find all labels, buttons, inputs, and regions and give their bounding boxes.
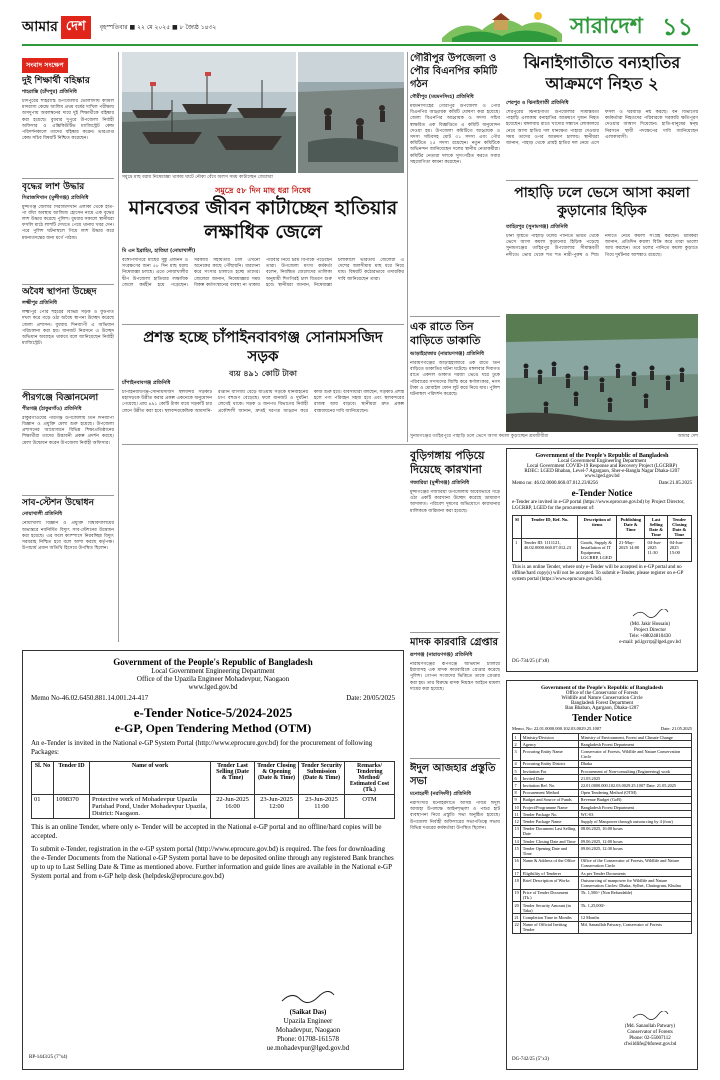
section-name: সারাদেশ [570, 14, 643, 39]
elephant-headline: ঝিনাইগাতীতে বন্যহাতির আক্রমণে নিহত ২ [523, 53, 681, 93]
drug-body: নারায়ণগঞ্জের রূপগঞ্জে অভিযান চালিয়ে ইয়াবাসহ এক মাদক কারবারিকে গ্রেপ্তার করেছে পুলিশ। গোপন সংবাদের ভিত্তিতে তাকে গ্রেপ্তার করা হয়। তার বিরুদ্ধে মাদক নিয়ন্ত্রণ আইনে মামলা দায়ের করা হয়েছে। [410, 662, 500, 692]
table-cell: 7 [513, 782, 521, 789]
table-row [513, 811, 692, 818]
brief-byline: পীরগঞ্জ (ঠাকুরগাঁও) প্রতিনিধি [22, 405, 82, 412]
ad-signature-block [223, 991, 393, 1053]
table-header: Description of items [578, 516, 616, 539]
main-photo-caption: সমুদ্রে মাছ ধরায় নিষেধাজ্ঞা থাকায় ঘাটে নৌকা বেঁধে অলস সময় কাটাচ্ছেন জেলেরা [122, 175, 273, 180]
brief-title: পীরগঞ্জে বিজ্ঞানমেলা [22, 392, 99, 403]
brief-body: লক্ষ্মীপুর পৌর শহরের বিভিন্ন সড়ক ও ফুটপাত দখল করে গড়ে ওঠা অবৈধ স্থাপনা উচ্ছেদ করেছে জেলা প্রশাসন। বুধবার দিনব্যাপী এ অভিযান পরিচালনা করা হয়। যানজট নিরসনে এ উচ্ছেদ অভিযান অব্যাহত থাকবে বলে জানিয়েছেন নির্বাহী ম্যাজিস্ট্রেট। [22, 310, 114, 347]
table-cell: 12 [514, 818, 519, 824]
table-header-row [32, 762, 395, 795]
table-header: Name of work [90, 762, 211, 795]
ad-title: Tender Notice [572, 713, 632, 724]
table-cell: Name & Address of the Office [521, 857, 579, 869]
eid-headline: ঈদুল আজহার প্রস্তুতি সভা [410, 763, 496, 787]
table-cell: Tk. 1,25,000/- [579, 902, 692, 914]
table-cell: 22 [513, 921, 521, 933]
table-row [513, 804, 692, 811]
road-byline: চাঁপাইনবাবগঞ্জ প্রতিনিধি [122, 380, 171, 386]
masthead-left: আমার [22, 19, 58, 35]
coal-caption-text: সুনামগঞ্জের তাহিরপুরে পাহাড়ি ঢলে ভেসে আসা কয়লা কুড়াচ্ছেন শ্রমজীবীরা [410, 434, 549, 439]
ad-signer: (Md. Sanaullah Patwary) [624, 1024, 676, 1029]
ad-office: Office of the Conservator of Forests [565, 691, 639, 696]
table-cell: 4 [513, 760, 521, 767]
table-cell: 04-Jun-2025 15:00 [667, 539, 691, 562]
ad-dept: Local Government Engineering Department [151, 667, 275, 675]
table-cell: 8 [513, 789, 521, 796]
brief-byline: নোয়াখালী প্রতিনিধি [22, 511, 63, 518]
table-cell: 11 [513, 811, 521, 818]
ad-date: Date: 20/05/2025 [346, 694, 395, 702]
table-row [513, 825, 692, 837]
table-cell: Invitation For [521, 768, 579, 775]
ad-date: Date:21.05.2025 [658, 481, 692, 486]
coal-river-image [506, 314, 698, 432]
brief-body: মুন্সীগঞ্জ জেলার সিরাজদিখান এলাকা থেকে হাত-পা বাঁধা অবস্থায় আজিজ হোসেন নামে এক বৃদ্ধের লাশ উদ্ধার করেছে পুলিশ। বুধবার সকালে স্থানীয়রা ফসলি মাঠে লাশটি দেখতে পেয়ে থানায় খবর দেন। পরে পুলিশ ঘটনাস্থলে গিয়ে লাশ উদ্ধার করে ময়নাতদন্তের জন্য মর্গে পাঠায়। [22, 204, 114, 241]
ad-dept2: Bangladesh Forest Department [571, 701, 633, 706]
main-story-body [122, 248, 404, 320]
main-kicker: সমুদ্রে ৫৮ দিন মাছ ধরা নিষেধ [215, 186, 311, 195]
karkhana-headline: বুড়িগঙ্গায় পড়িয়ে দিয়েছে কারখানা [410, 449, 485, 476]
table-cell: OTM [345, 795, 395, 819]
ad-gov-title: Government of the People's Republic of Bangladesh [535, 453, 669, 459]
table-cell: 23-Jun-2025 11:00 [299, 795, 345, 819]
naogaon-tender-table [31, 761, 395, 819]
table-cell: 14 [514, 838, 519, 844]
table-cell: 20 [513, 902, 521, 914]
table-cell: 19 [513, 889, 521, 901]
table-cell: 22-Jun-2025 16:00 [211, 795, 255, 819]
drug-story [410, 636, 500, 756]
handwritten-signature [630, 609, 670, 619]
ad-address: Ban Bhaban, Agargaon, Dhaka-1207 [565, 706, 639, 711]
table-cell: 01 [32, 795, 54, 819]
table-cell: 09.06.2025, 12:00 hours [579, 838, 692, 845]
main-byline: মি এন ইব্রাহিম, হাতিয়া (নোয়াখালী) [122, 248, 196, 254]
coal-photo-credit: আমার দেশ [677, 434, 698, 439]
table-row [513, 768, 692, 775]
table-cell: Protective work of Mohadevpur Upazila Parishad Pond, Under Mohadevpur Upazila, District: Naogaon. [90, 795, 211, 819]
table-header: Sl. No [32, 762, 54, 795]
main-body: বঙ্গোপসাগরে মাছের সুষ্ঠু প্রজনন ও সংরক্ষণের জন্য ৫৮ দিন মাছ ধরায় নিষেধাজ্ঞা চলছে। এতে নোয়াখালীর দ্বীপ উপজেলা হাতিয়ার লক্ষাধিক জেলে কর্মহীন হয়ে পড়েছেন। সরকারি সহায়তার চাল এখনো অনেকের কাছে পৌঁছায়নি। ধারদেনা করে সংসার চালাতে হচ্ছে তাদের। জেলেরা জানান, নিষেধাজ্ঞার সময় বিকল্প কর্মসংস্থানের ব্যবস্থা না থাকায় পরিবার নিয়ে চরম বিপাকে পড়েছেন তারা। উপজেলা মৎস্য কর্মকর্তা বলেন, নিবন্ধিত জেলেদের তালিকা অনুযায়ী শিগগিরই চাল বিতরণ শুরু হবে। স্থানীয়রা জানান, নিষেধাজ্ঞা চলাকালে ভারতীয় জেলেরা এ দেশের জলসীমায় মাছ ধরে নিয়ে যায়। বিষয়টি কঠোরভাবে তদারকির দাবি জানিয়েছেন তারা। [122, 258, 404, 288]
table-cell: Tender Package No. [521, 811, 579, 818]
table-cell: As per Tender Documents [579, 870, 692, 877]
table-cell: Project/Programme Name [521, 804, 579, 811]
robbery-story [410, 320, 500, 440]
ad-dept: Local Government Engineering Department [557, 459, 647, 464]
header-rule [22, 44, 698, 46]
gouripur-body: ময়মনসিংহের গৌরীপুর উপজেলা ও পৌর বিএনপির আহ্বায়ক কমিটি ঘোষণা করা হয়েছে। জেলা বিএনপির আহ্বায়ক ও সদস্য সচিব স্বাক্ষরিত এক বিজ্ঞপ্তিতে এ কমিটি অনুমোদন দেওয়া হয়। উপজেলা কমিটিতে আহ্বায়ক ও সদস্য সচিবসহ মোট ৩১ সদস্য এবং পৌর কমিটিতে ২৫ সদস্য রয়েছেন। নতুন কমিটিকে অভিনন্দন জানিয়েছেন দলের স্থানীয় নেতাকর্মীরা। কমিটির নেতারা দলকে সুসংগঠিত করতে সবার সহযোগিতা কামনা করেছেন। [410, 104, 500, 165]
table-header: Tender ID, Ref. No. [521, 516, 578, 539]
brief-byline: সিরাজদিখান (মুন্সীগঞ্জ) প্রতিনিধি [22, 194, 89, 201]
coal-story-body [506, 224, 698, 310]
table-cell: Ministry of Environment, Forest and Climate Change [579, 734, 692, 741]
table-cell: Procurement Method [521, 789, 579, 796]
ad-memo: Memo. No: 22.01.0000.000.102.03.0029.25.1007 [512, 726, 602, 731]
table-cell: Name of Official Inviting Tender [521, 921, 579, 933]
karkhana-body: মুন্সীগঞ্জের গজারিয়া উপজেলায় অবৈধভাবে গড়ে ওঠা একটি কারখানা উচ্ছেদ করেছে ভ্রাম্যমাণ আদালত। পরিবেশ দূষণের অভিযোগে কারখানার মালিককে জরিমানা করা হয়েছে। [410, 490, 500, 514]
gouripur-headline: গৌরীপুর উপজেলা ও পৌর বিএনপির কমিটি গঠন [410, 53, 498, 90]
ad-gov-title: Government of the People's Republic of Bangladesh [541, 685, 663, 691]
table-row [513, 845, 692, 857]
ad-web: www.lged.gov.bd [188, 683, 238, 691]
table-row [513, 921, 692, 933]
table-row [513, 914, 692, 921]
table-cell: Price of Tender Document (Tk.) [521, 889, 579, 901]
table-cell: Conservator of Forests, Wildlife and Nature Conservation Circle [579, 748, 692, 760]
ad-notice-title: e-Tender Notice-5/2024-2025 [133, 705, 293, 720]
table-cell: Procuring Entity District [521, 760, 579, 767]
table-cell: 23-Jun-2025 12:00 [255, 795, 299, 819]
table-cell: Bangladesh Forest Department [579, 741, 692, 748]
fishermen-net-image [298, 52, 404, 173]
table-cell: 6 [513, 775, 521, 782]
ad-signer-title: Upazila Engineer [283, 1017, 333, 1025]
ad-para1: This is an online Tender, where only e- Tender will be accepted in the National e-GP portal and no offline/hard copies will be accepted. [31, 823, 382, 840]
ad-ref: RP-1443/25 (7"x4) [29, 1055, 68, 1060]
ad-gov-title: Government of the People's Republic of Bangladesh [113, 657, 313, 667]
elephant-story-body [506, 100, 698, 176]
table-cell: Outsourcing of manpower for Wildlife and Nature Conservation Circles: Dhaka, Sylhet, Chattogram, Khulna [579, 877, 692, 889]
table-cell: Procurement of Non-consulting (Engineering) work [579, 768, 692, 775]
table-cell: Budget and Source of Funds [521, 796, 579, 803]
gouripur-story [410, 52, 500, 314]
table-cell: 21 [514, 914, 519, 920]
eid-story [410, 762, 500, 932]
ad-note: This is an online Tender, where only e-Tender will be accepted in e-GP portal and no offline/hard copy(s) will not be accepted. To submit e-Tender, please register on e-GP system portal (https://www.eprocure.gov.bd). [512, 565, 684, 582]
brief-title: দুই শিক্ষার্থী বহিষ্কার [22, 76, 90, 86]
lgcrrp-tender-ad [506, 448, 698, 672]
ad-signer: (Saikat Das) [289, 1008, 327, 1016]
table-cell: Goods, Supply & Installation of IT Equipment, LGCRRP, LGED [578, 539, 616, 562]
brief-byline: শাহরাস্তি (চাঁদপুর) প্রতিনিধি [22, 89, 77, 95]
handwritten-signature [630, 1011, 670, 1021]
table-row [513, 782, 692, 789]
table-cell: Invited Date [521, 775, 579, 782]
table-row [513, 741, 692, 748]
table-cell: 13 [513, 825, 521, 837]
eid-body: নরসিংদীর মনোহরদীতে আসন্ন পবিত্র ঈদুল আজহা উপলক্ষে আইনশৃঙ্খলা ও পশুর হাট ব্যবস্থাপনা নিয়ে প্রস্তুতি সভা অনুষ্ঠিত হয়েছে। উপজেলা নির্বাহী অফিসারের সভাপতিত্বে সভায় বিভিন্ন দপ্তরের কর্মকর্তারা উপস্থিত ছিলেন। [410, 801, 500, 831]
table-cell: 16 [513, 857, 521, 869]
table-cell: Procuring Entity Name [521, 748, 579, 760]
ad-intro: An e-Tender is invited in the National e-GP System Portal (http://www.eprocure.gov.bd) for the procurement of following Packages: [31, 739, 373, 756]
brief-byline: লক্ষ্মীপুর প্রতিনিধি [22, 300, 57, 307]
brief-title: বৃদ্ধের লাশ উদ্ধার [22, 181, 85, 192]
coal-collection-photo [506, 314, 698, 432]
table-cell: Tender Closing Date and Time [521, 838, 579, 845]
table-cell: Open Tendering Method (OTM) [579, 789, 692, 796]
fishing-boats-photo [122, 52, 296, 173]
table-row [513, 789, 692, 796]
page-number: ১১ [662, 13, 694, 41]
coal-headline: পাহাড়ি ঢলে ভেসে আসা কয়লা কুড়ানোর হিড়িক [514, 185, 690, 219]
news-brief-label: সংবাদ সংক্ষেপ [22, 58, 68, 73]
ad-signature-block [607, 1011, 693, 1048]
ad-address: RDEC: LGED Bhaban, Level-7 Agargaon, Sher-e-Bangla Nagar Dhaka-1207 [524, 469, 680, 474]
ad-phone: Phone: 02-55007112 [629, 1036, 671, 1041]
naogaon-tender-ad [22, 650, 404, 1070]
table-cell: Brief Description of Works [521, 877, 579, 889]
ad-ref: DG-742/25 (5"x3) [512, 1057, 549, 1062]
table-row [32, 795, 395, 819]
table-row [513, 857, 692, 869]
table-cell: Bangladesh Forest Department [579, 804, 692, 811]
ad-office: Office of the Upazila Engineer Mohadevpur, Naogaon [136, 675, 290, 683]
table-cell: WC-03 [579, 811, 692, 818]
gouripur-byline: গৌরীপুর (ময়মনসিংহ) প্রতিনিধি [410, 94, 474, 100]
forest-tender-table [512, 733, 692, 934]
table-cell: Tender Document Last Selling Date [521, 825, 579, 837]
ad-signer-title: Conservator of Forests [627, 1030, 673, 1035]
table-header: Tender Security Submission (Date & Time) [299, 762, 345, 795]
lgcrrp-tender-table [512, 515, 692, 562]
table-cell: Completion Time in Months [521, 914, 579, 921]
road-body: চাঁপাইনবাবগঞ্জ-সোনামসজিদ স্থলবন্দর সড়কটি মহাসড়কে উন্নীত করার প্রকল্প একনেকে অনুমোদন পেয়েছে। প্রায় ৪৯১ কোটি টাকা ব্যয়ে সড়কটি চার লেনে উন্নীত করা হবে। স্থলবন্দরকেন্দ্রিক আমদানি-রপ্তানি বাণিজ্য বেড়ে যাওয়ায় সড়কে যানবাহনের চাপ বহুগুণ বেড়েছে। ফলে যানজট ও দুর্ঘটনা লেগেই থাকে। সড়ক ও জনপথ বিভাগের নির্বাহী প্রকৌশলী জানান, দ্রুতই দরপত্র আহ্বান করে কাজ শুরু হবে। ব্যবসায়ীরা বলছেন, সড়কটি প্রশস্ত হলে পণ্য পরিবহন সহজ হবে এবং স্থলবন্দরের রাজস্ব আয় বাড়বে। স্থানীয়রা দ্রুত প্রকল্প বাস্তবায়নের দাবি জানিয়েছেন। [122, 390, 404, 414]
table-cell: 2 [513, 741, 521, 748]
table-header: Publishing Date & Time [616, 516, 645, 539]
brief-body: চাঁদপুরের শাহরাস্তি উপজেলার ভোলাদিঘি কামিল মাদরাসা কেন্দ্রে আলিম প্রথম বর্ষের দাখিল পরীক্ষায় অসদুপায় অবলম্বনের দায়ে দুই শিক্ষার্থীকে বহিষ্কার করা হয়েছে। বুধবার দুপুরে উপজেলা নির্বাহী অফিসার ও এক্সিকিউটিভ ম্যাজিস্ট্রেট কেন্দ্র পরিদর্শনকালে তাদের বহিষ্কার করেন। ভারপ্রাপ্ত কেন্দ্র সচিব বিষয়টি নিশ্চিত করেছেন। [22, 99, 114, 142]
table-row [513, 838, 692, 845]
table-row [513, 734, 692, 741]
table-cell: Office of the Conservator of Forests, Wildlife and Nature Conservation Circle [579, 857, 692, 869]
ad-title: e-Tender Notice [571, 488, 633, 498]
robbery-byline: আড়াইহাজার (নারায়ণগঞ্জ) প্রতিনিধি [410, 351, 484, 357]
table-cell: Md. Sanaullah Patwary, Conservator of Forests [579, 921, 692, 933]
table-cell: Revenue Budget (GoB) [579, 796, 692, 803]
table-header: Tender ID [54, 762, 90, 795]
table-row [513, 889, 692, 901]
table-cell: 5 [513, 768, 521, 775]
table-header: Tender Last Selling (Date & Time) [211, 762, 255, 795]
table-cell: 9 [513, 796, 521, 803]
road-story-body [122, 380, 404, 440]
coal-byline: তাহিরপুর (সুনামগঞ্জ) প্রতিনিধি [506, 224, 568, 230]
table-cell: 3 [513, 748, 521, 760]
table-cell: 04-Jun-2025 11:30 [645, 539, 667, 562]
ad-memo: Memo no: 46.02.0000.660.07.012.23/8256 [512, 481, 598, 486]
karkhana-byline: গজারিয়া (মুন্সীগঞ্জ) প্রতিনিধি [410, 480, 470, 486]
table-cell: 18 [513, 877, 521, 889]
drug-byline: রূপগঞ্জ (নারায়ণগঞ্জ) প্রতিনিধি [410, 652, 473, 658]
fishing-boats-image [122, 52, 296, 173]
ad-project: Local Government COVID-19 Response and Recovery Project (LGCRRP) [526, 464, 678, 469]
table-row [513, 796, 692, 803]
handwritten-signature [278, 991, 338, 1005]
coal-photo-caption [410, 434, 698, 440]
table-cell: Ministry/Division [521, 734, 579, 741]
ad-web: www.lged.gov.bd [584, 474, 620, 479]
table-cell: 21-May-2025 14:00 [616, 539, 645, 562]
ad-para2: To submit e-Tender, registration in the e-GP system portal (http://www.eprocure.gov.bd) is required. The fees for downloading the e-Tender Documents from the National e-GP System portal have to be deposited online through any registered Bank branches up to up to Last Selling Date & Time as mentioned above. Further information and guide lines are available in the National e-GP System portal and from e-GP help desk (helpdesk@eprocure.gov.bd) [31, 845, 394, 880]
brief-title: অবৈধ স্থাপনা উচ্ছেদ [22, 287, 97, 298]
table-cell: 1 [513, 734, 521, 741]
ad-email: e-mail: pd.lgcrrp@lged.gov.bd [619, 640, 681, 645]
table-header: Last Selling Date & Time [645, 516, 667, 539]
ad-ref: DG-734/25 (4"x8) [512, 659, 549, 664]
news-brief-column [22, 52, 114, 645]
elephant-byline: শেরপুর ও ঝিনাইগাতী প্রতিনিধি [506, 100, 569, 106]
table-header: Tender Closing & Opening (Date & Time) [255, 762, 299, 795]
table-header: Tender Closing Date & Time [667, 516, 691, 539]
ad-signer-office: Mohadevpur, Naogaon [275, 1026, 341, 1034]
road-subhead: ব্যয় ৪৯১ কোটি টাকা [229, 369, 297, 378]
brief-body: ঠাকুরগাঁওয়ের পীরগঞ্জ উপজেলায় তিন দিনব্যাপী বিজ্ঞান ও প্রযুক্তি মেলা শুরু হয়েছে। উপজেলা প্রশাসনের আয়োজনে বিভিন্ন শিক্ষাপ্রতিষ্ঠানের শিক্ষার্থীরা তাদের উদ্ভাবনী প্রকল্প প্রদর্শন করছে। মেলা উদ্বোধন করেন উপজেলা নির্বাহী অফিসার। [22, 415, 114, 446]
table-header-row [513, 516, 692, 539]
brief-item [22, 76, 114, 173]
masthead [22, 12, 698, 42]
brief-item [22, 287, 114, 384]
table-cell: 1 [513, 539, 522, 562]
ad-memo: Memo No-46.02.6450.881.14.001.24-417 [31, 694, 149, 702]
eid-byline: মনোহরদী (নরসিংদী) প্রতিনিধি [410, 791, 471, 797]
table-row [513, 748, 692, 760]
table-cell: Supply of Manpower through outsourcing by 4 (four) [579, 818, 692, 825]
table-cell: Tender Security Amount (in Taka) [521, 902, 579, 914]
table-header: Sl [513, 516, 522, 539]
drug-headline: মাদক কারবারি গ্রেপ্তার [410, 637, 499, 648]
table-cell: 09.06.2025, 12:30 hours [579, 845, 692, 857]
table-cell: 08.06.2025, 16:00 hours [579, 825, 692, 837]
brief-title: সাব-স্টেশন উদ্বোধন [22, 498, 94, 509]
table-cell: 15 [513, 845, 521, 857]
table-cell: Dhaka [579, 760, 692, 767]
table-cell: 21.05.2025 [579, 775, 692, 782]
karkhana-story [410, 449, 500, 629]
coal-body: টানা বৃষ্টিতে পাহাড়ি ঢলের পানিতে ভারত থেকে ভেসে আসা কয়লা কুড়ানোর হিড়িক পড়েছে সুনামগঞ্জের তাহিরপুর উপজেলার সীমান্তবর্তী নদীতে। ভোর থেকে শত শত নারী-পুরুষ ও শিশু নদীতে নেমে কয়লা সংগ্রহ করছেন। শ্রমিকরা জানান, প্রতিদিন কয়লা বিক্রি করে তারা ভালো আয় করছেন। তবে ঢলের পানিতে কয়লা কুড়াতে গিয়ে দুর্ঘটনার আশঙ্কাও রয়েছে। [506, 234, 698, 258]
ad-signature-block [607, 609, 693, 646]
ad-email: ue.mohadevpur@lged.gov.bd [266, 1044, 350, 1052]
table-cell: Invitation Ref. No. [521, 782, 579, 789]
ad-email: cfwildlife@bforest.gov.bd [623, 1042, 677, 1047]
table-cell: Tender Opening Date and Time [521, 845, 579, 857]
table-row [513, 818, 692, 825]
forest-tender-ad [506, 680, 698, 1070]
road-headline: প্রশস্ত হচ্ছে চাঁপাইনবাবগঞ্জ সোনামসজিদ সড়ক [143, 328, 383, 365]
table-cell: Tk. 1,500/- (Non Refundable) [579, 889, 692, 901]
robbery-body: নারায়ণগঞ্জের আড়াইহাজারে এক রাতে তিন বাড়িতে ডাকাতির ঘটনা ঘটেছে। মঙ্গলবার দিবাগত রাতে একদল ডাকাত দরজা ভেঙে ঘরে ঢুকে পরিবারের সদস্যদের জিম্মি করে স্বর্ণালংকার, নগদ টাকা ও মোবাইল ফোন লুট করে নিয়ে যায়। পুলিশ ঘটনাস্থল পরিদর্শন করেছে। [410, 361, 500, 398]
ad-intro: e-Tender are invited in e-GP portal (https://www.eprocure.gov.bd) by Project Director, LGCRRP, LGED for the procurement of: [512, 500, 685, 511]
fishermen-net-photo [298, 52, 404, 173]
table-cell: 10 [514, 804, 519, 810]
brief-item [22, 498, 114, 595]
table-cell: 22.01.0000.000.102.03.0029.25.1007 Date: 21.05.2025 [579, 782, 692, 789]
ad-phone: Tele: +88024810430 [629, 634, 671, 639]
main-headline: মানবেতর জীবন কাটাচ্ছেন হাতিয়ার লক্ষাধিক জেলে [128, 197, 398, 243]
table-cell: Eligibility of Tenderer [521, 870, 579, 877]
robbery-headline: এক রাতে তিন বাড়িতে ডাকাতি [410, 320, 481, 347]
date-line: বৃহস্পতিবার ■ ২২ মে ২০২৫ ■ ৮ জ্যৈষ্ঠ ১৪৩২ [99, 23, 217, 31]
brief-body: নোয়াখালী বিজ্ঞান ও প্রযুক্তি বিশ্ববিদ্যালয়ের অভ্যন্তরে নবনির্মিত বিদ্যুৎ সাব-স্টেশনের উদ্বোধন করা হয়েছে। এর ফলে ক্যাম্পাসে নিরবচ্ছিন্ন বিদ্যুৎ সরবরাহ নিশ্চিত হবে বলে আশা করছে কর্তৃপক্ষ। উপাচার্য প্রধান অতিথি হিসেবে উপস্থিত ছিলেন। [22, 521, 114, 552]
table-cell: Tender Package Name [521, 818, 579, 825]
table-row [513, 775, 692, 782]
table-row [513, 760, 692, 767]
table-row [513, 539, 692, 562]
table-cell: Agency [521, 741, 579, 748]
ad-signer: (Md. Jakir Hossain) [630, 622, 670, 627]
ad-signer-title: Project Director [633, 628, 667, 633]
table-cell: 1098370 [54, 795, 90, 819]
ad-dept: Wildlife and Nature Conservation Circle [561, 696, 643, 701]
table-cell: 12 Months [579, 914, 692, 921]
brief-item [22, 182, 114, 279]
elephant-body: শেরপুরের ঝিনাইগাতী উপজেলার সীমান্তবর্তী পাহাড়ি এলাকায় বন্যহাতির আক্রমণে দুজন নিহত হয়েছেন। মঙ্গলবার রাতে খাদ্যের সন্ধানে লোকালয়ে নেমে আসা হাতির দল ধানক্ষেত পাহারা দেওয়ার সময় তাদের ওপর আক্রমণ চালায়। স্থানীয়রা জানান, পাহাড় থেকে প্রায়ই হাতির দল নেমে এসে ফসল ও ঘরবাড়ি নষ্ট করছে। বন বিভাগের কর্মকর্তারা নিহতদের পরিবারকে সরকারি ক্ষতিপূরণ দেওয়ার আশ্বাস দিয়েছেন। হাতি-মানুষের দ্বন্দ্ব নিরসনে স্থায়ী পদক্ষেপের দাবি জানিয়েছেন এলাকাবাসী। [506, 110, 698, 147]
ad-notice-sub: e-GP, Open Tendering Method (OTM) [114, 721, 312, 735]
table-header: Remarks/ Tendering Method/ Estimated Cost (Tk.) [345, 762, 395, 795]
table-cell: Tender ID: 1111121, 46.02.0000.660.07.012.23 [521, 539, 578, 562]
table-row [513, 870, 692, 877]
table-row [513, 877, 692, 889]
table-row [513, 902, 692, 914]
masthead-logo-box: দেশ [61, 16, 91, 39]
table-cell: 17 [514, 870, 519, 876]
ad-phone: Phone: 01708-161578 [276, 1035, 340, 1043]
brief-item [22, 393, 114, 490]
section-landscape-illustration [442, 8, 562, 42]
ad-date: Date: 21.05.2025 [660, 726, 692, 731]
